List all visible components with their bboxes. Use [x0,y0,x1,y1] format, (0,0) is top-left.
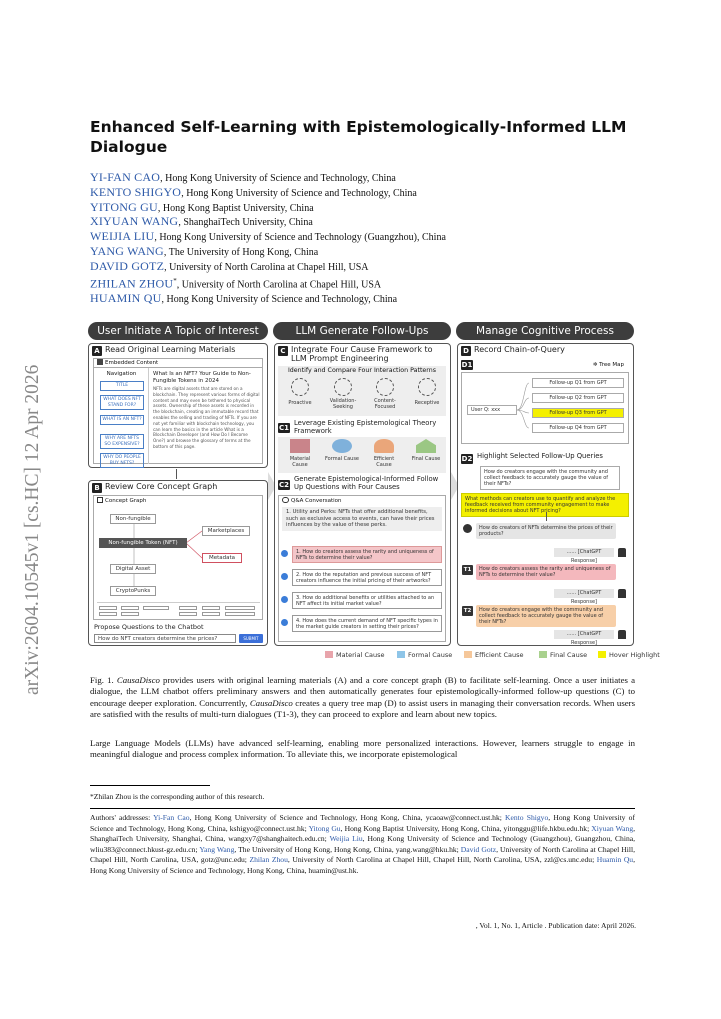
author-name[interactable]: ZHILAN ZHOU [90,275,174,290]
panel-d-title: Record Chain-of-Query [474,345,565,354]
address-rule [90,808,635,809]
legend-swatch [539,651,547,658]
causes-box [278,437,446,473]
a-to-b-arrow [176,469,177,479]
panel-a [88,343,268,468]
cause-final: Final Cause [411,456,441,462]
c1-title: Leverage Existing Epistemological Theory Framework [294,419,437,435]
teaser-figure [88,322,660,662]
embedded-content-title: Embedded Content [94,359,263,368]
legend-entry [325,651,385,659]
body-paragraph: Large Language Models (LLMs) have advanced self-learning, enabling more personalized interactions. However, learners struggle to engage in meaningful dialogue and process complex information. To alleviate this, we incorporate epistemological [90,738,635,760]
question-input[interactable] [94,634,236,643]
author-list [90,171,650,307]
followup-node-1[interactable]: Follow-up Q1 from GPT [532,378,624,388]
author-affiliation: , The University of Hong Kong, China [163,246,319,258]
legend-swatch [464,651,472,658]
author-entry [90,186,650,201]
address-text: , Hong Kong Baptist University, Hong Kong, China, yitonggu@life.hkbu.edu.hk; [340,823,592,833]
followup-bullet-icon [281,550,288,557]
author-name[interactable]: XIYUAN WANG [90,214,179,229]
author-name[interactable]: DAVID GOTZ [90,258,165,273]
followup-question[interactable]: 2. How do the reputation and previous success of NFT creators influence the initial pricing of their artworks? [292,569,442,586]
nav-item[interactable]: WHY ARE NFTS SO EXPENSIVE? [100,434,144,449]
qa-title: Q&A Conversation [282,497,342,504]
address-author-link[interactable]: Yang Wang [199,844,235,854]
chat-response-0: ...... [ChatGPT Response] [554,548,614,557]
author-entry [90,275,650,292]
legend-swatch [397,651,405,658]
address-text: , Hong Kong University of Science and Technology (Guangzhou), Guangzhou, China, wliu383@connect.hkust-gz.edu.cn; [90,834,636,854]
panel-d [457,343,634,646]
address-text: , The University of Hong Kong, Hong Kong, China, yang.wang@hku.hk; [234,844,461,854]
address-text: , Hong Kong University of Science and Technology, Hong Kong, China, ycaoaw@connect.ust.hk; [189,813,506,822]
author-name[interactable]: YI-FAN CAO [90,170,161,184]
address-text: , ShanghaiTech University, Shanghai, China, wangxy7@shanghaitech.edu.cn; [90,823,636,844]
chat-response-1: ...... [ChatGPT Response] [554,589,614,598]
node-metadata[interactable]: Metadata [202,553,242,563]
author-addresses: Authors' addresses: Yi-Fan Cao, Hong Kong University of Science and Technology, Hong Kong, China, ycaoaw@connect.ust.hk; Kento Shigyo, Hong Kong University of Science and Technology, Hong Kong, China, kshigyo@connect.ust.hk; Yitong Gu, Hong Kong Baptist University, Hong Kong, China, yitonggu@life.hkbu.edu.hk; Xiyuan Wang, ShanghaiTech University, Shanghai, China, wangxy7@shanghaitech.edu.cn; Weijia Liu, Hong Kong University of Science and Technology (Guangzhou), Guangzhou, China, wliu383@connect.hkust-gz.edu.cn; Yang Wang, The University of Hong Kong, Hong Kong, China, yang.wang@hku.hk; David Gotz, University of North Carolina at Chapel Hill, Chapel Hill, North Carolina, USA, gotz@unc.edu; Zhilan Zhou, University of North Carolina at Chapel Hill, Chapel Hill, North Carolina, USA, zzl@cs.unc.edu; Huamin Qu, Hong Kong University of Science and Technology, Hong Kong, China, huamin@ust.hk. [90,813,636,875]
patterns-title: Identify and Compare Four Interaction Patterns [287,367,437,374]
address-author-link[interactable]: Weijia Liu [329,834,363,844]
pattern-receptive: Receptive [414,400,440,406]
legend-entry [464,651,524,659]
material-cause-icon [290,439,310,453]
d2-highlight[interactable]: What methods can creators use to quantify and analyze the feedback received from community engagement to make informed decisions about NFT pricing? [461,493,629,517]
footnote-rule [90,785,210,786]
proactive-icon [291,378,309,396]
col1-header: User Initiate A Topic of Interest [88,322,268,340]
legend-swatch [325,651,333,658]
d2-question[interactable]: How do creators engage with the community and collect feedback to accurately gauge the value of their NFTs? [480,466,620,490]
receptive-icon [418,378,436,396]
cause-formal: Formal Cause [324,456,360,462]
author-affiliation: , Hong Kong Baptist University, China [157,202,314,214]
followup-question[interactable]: 4. How does the current demand of NFT specific types in the market guide creators in setting their prices? [292,615,442,632]
embedded-content [93,358,263,464]
bot-icon-0 [618,548,626,557]
tree-icon: ✲ [592,362,598,368]
author-affiliation: , Hong Kong University of Science and Technology, China [181,187,417,199]
author-affiliation: , Hong Kong University of Science and Technology (Guangzhou), China [154,232,446,244]
concept-graph-title: Concept Graph [97,497,146,504]
user-icon [463,524,472,533]
author-name[interactable]: HUAMIN QU [90,290,162,305]
node-non-fungible[interactable]: Non-fungible [110,514,156,524]
chat-t1: How do creators assess the rarity and uniqueness of NFTs to determine their value? [476,564,616,580]
c2-label: C2 [278,481,289,489]
legend-entry [598,651,660,659]
article-text: NFTs are digital assets that are stored on a blockchain. They represent various forms of digital content and may even be tethered to physical assets. Ownership of these assets is recorded in the blockchain, creating an immutable record that enables the selling and trading of NFTs. If you are not yet familiar with blockchain technology, you can learn the basics in the article What is a Blockchain Developer (and How Do I Become One?) and browse the glossary of terms at the bottom of this page. [153,386,260,449]
t1-label: T1 [463,567,472,573]
address-text: , Hong Kong University of Science and Technology, Hong Kong, China, huamin@ust.hk. [90,855,635,875]
legend-label: Efficient Cause [475,651,524,659]
bot-icon-2 [618,630,626,639]
chat-t2: How do creators engage with the community and collect feedback to accurately gauge the value of their NFTs? [476,605,616,627]
author-affiliation: , ShanghaiTech University, China [178,217,313,229]
nav-item[interactable]: TITLE [100,381,144,391]
author-name[interactable]: YANG WANG [90,243,164,258]
graph-minimap [97,602,260,617]
author-affiliation: , Hong Kong University of Science and Technology, China [160,173,396,184]
address-author-link[interactable]: Yi-Fan Cao [153,813,190,822]
bot-icon-1 [618,589,626,598]
qa-conversation [278,495,446,642]
chat-icon [282,497,289,503]
content-icon [376,378,394,396]
chat-response-2: ...... [ChatGPT Response] [554,630,614,639]
nav-column [94,368,149,464]
tree-map-title: ✲ Tree Map [592,362,624,368]
panel-b-title: Review Core Concept Graph [105,482,218,491]
col2-header: LLM Generate Follow-Ups [273,322,451,340]
author-entry [90,292,650,307]
formal-cause-icon [332,439,352,453]
address-author-link[interactable]: Yitong Gu [308,823,341,833]
author-entry [90,260,650,275]
followup-node-4[interactable]: Follow-up Q4 from GPT [532,423,624,433]
d2-label: D2 [461,455,473,463]
node-marketplaces[interactable]: Marketplaces [202,526,250,536]
author-entry [90,245,650,260]
publication-info: , Vol. 1, No. 1, Article . Publication date: April 2026. [475,921,636,930]
address-author-link[interactable]: David Gotz [460,844,497,854]
followup-bullet-icon [281,596,288,603]
followup-bullet-icon [281,573,288,580]
chat-user-query: How do creators of NFTs determine the prices of their products? [476,523,616,539]
author-entry [90,201,650,216]
nav-item[interactable]: WHAT DOES NFT STAND FOR? [100,395,144,410]
d2-arrow [546,512,547,521]
panel-a-title: Read Original Learning Materials [105,345,236,354]
address-author-link[interactable]: Xiyuan Wang [591,823,634,833]
author-name[interactable]: WEIJIA LIU [90,229,155,244]
followup-question[interactable]: 3. How do additional benefits or utilities attached to an NFT affect its initial market value? [292,592,442,609]
pattern-proactive: Proactive [288,400,312,406]
node-cryptopunks[interactable]: CryptoPunks [110,586,156,596]
legend-entry [397,651,452,659]
panel-c-label: C [278,346,288,356]
author-affiliation: , University of North Carolina at Chapel Hill, USA [176,278,382,290]
col3-header: Manage Cognitive Process [456,322,634,340]
followup-question[interactable]: 1. How do creators assess the rarity and uniqueness of NFTs to determine their value? [292,546,442,563]
author-entry [90,230,650,245]
qa-intro: 1. Utility and Perks: NFTs that offer additional benefits, such as exclusive access to events, can have their prices influences by the value of these perks. [282,507,442,531]
d1-label: D1 [461,361,473,369]
t2-label: T2 [463,608,472,614]
address-text: , University of North Carolina at Chapel Hill, Chapel Hill, North Carolina, USA, zzl@cs.unc.edu; [287,855,597,865]
submit-button[interactable]: SUBMIT [239,634,263,643]
figure-caption: Fig. 1. CausaDisco provides users with original learning materials (A) and a core concept graph (B) to facilitate self-learning. Once a user initiates a dialogue, the LLM chatbot offers preliminary answers and then automatically generates four epistemologically-informed follow-up questions (C) to encourage deeper exploration. Concurrently, CausaDisco creates a query tree map (D) to assist users in managing their conversation records. When users are satisfied with the results of multi-turn dialogues (T1-3), they can proceed to explore and learn about new topics. [90,675,635,720]
panel-c-title: Integrate Four Cause Framework to LLM Prompt Engineering [291,345,433,363]
author-footnote-mark: * [173,276,177,285]
legend-label: Formal Cause [408,651,453,659]
author-entry [90,171,650,186]
nav-item[interactable]: WHY DO PEOPLE BUY NFTS? [100,453,144,468]
book-icon [97,359,103,365]
panel-c [274,343,451,646]
node-digital-asset[interactable]: Digital Asset [110,564,156,574]
author-name[interactable]: YITONG GU [90,199,158,214]
panel-b [88,480,268,646]
pattern-content: Content-Focused [374,398,396,410]
concept-graph [93,495,263,620]
author-name[interactable]: KENTO SHIGYO [90,184,182,199]
author-affiliation: , Hong Kong University of Science and Technology, China [161,293,398,305]
address-text: , University of North Carolina at Chapel Hill, Chapel Hill, North Carolina, USA, gotz@unc.edu; [90,844,635,865]
followup-bullet-icon [281,619,288,626]
patterns-box [278,366,446,416]
legend-label: Material Cause [336,651,385,659]
author-affiliation: , University of North Carolina at Chapel Hill, USA [164,261,369,273]
arxiv-id: arXiv:2604.10545v1 [cs.HC] 12 Apr 2026 [22,364,43,695]
panel-a-label: A [92,346,102,356]
node-nft[interactable]: Non-fungible Token (NFT) [99,538,187,548]
cause-efficient: Efficient Cause [373,456,395,468]
arxiv-stamp [8,300,48,700]
address-author-link[interactable]: Zhilan Zhou [249,855,288,865]
user-query-node[interactable]: User Q: xxx [467,405,517,415]
address-author-link[interactable]: Huamin Qu [596,855,634,865]
followup-node-2[interactable]: Follow-up Q2 from GPT [532,393,624,403]
panel-b-label: B [92,483,102,493]
followup-node-3[interactable]: Follow-up Q3 from GPT [532,408,624,418]
legend-swatch [598,651,606,658]
footnote: *Zhilan Zhou is the corresponding author of this research. [90,792,265,801]
nav-item[interactable]: WHAT IS AN NFT? [100,415,144,425]
author-entry [90,215,650,230]
legend-entry [539,651,587,659]
address-author-link[interactable]: Kento Shigyo [505,813,549,822]
paper-title: Enhanced Self-Learning with Epistemologically-Informed LLM Dialogue [90,118,627,156]
final-cause-icon [416,439,436,453]
validation-icon [334,378,352,396]
c1-label: C1 [278,424,289,432]
article-title: What Is an NFT? Your Guide to Non-Fungible Tokens in 2024 [153,371,251,384]
legend-label: Hover Highlight [609,651,660,659]
efficient-cause-icon [374,439,394,453]
propose-label: Propose Questions to the Chatbot [94,623,204,631]
panel-d-label: D [461,346,471,356]
address-text: , Hong Kong University of Science and Technology, Hong Kong, China, kshigyo@connect.ust.hk; [90,813,635,833]
cause-material: Material Cause [289,456,311,468]
pattern-validation: Validation-Seeking [329,398,357,410]
legend-label: Final Cause [550,651,588,659]
nav-title: Navigation [106,371,137,377]
d2-title: Highlight Selected Follow-Up Queries [477,452,603,460]
c2-title: Generate Epistemological-Informed Follow Up Questions with Four Causes [294,475,439,491]
